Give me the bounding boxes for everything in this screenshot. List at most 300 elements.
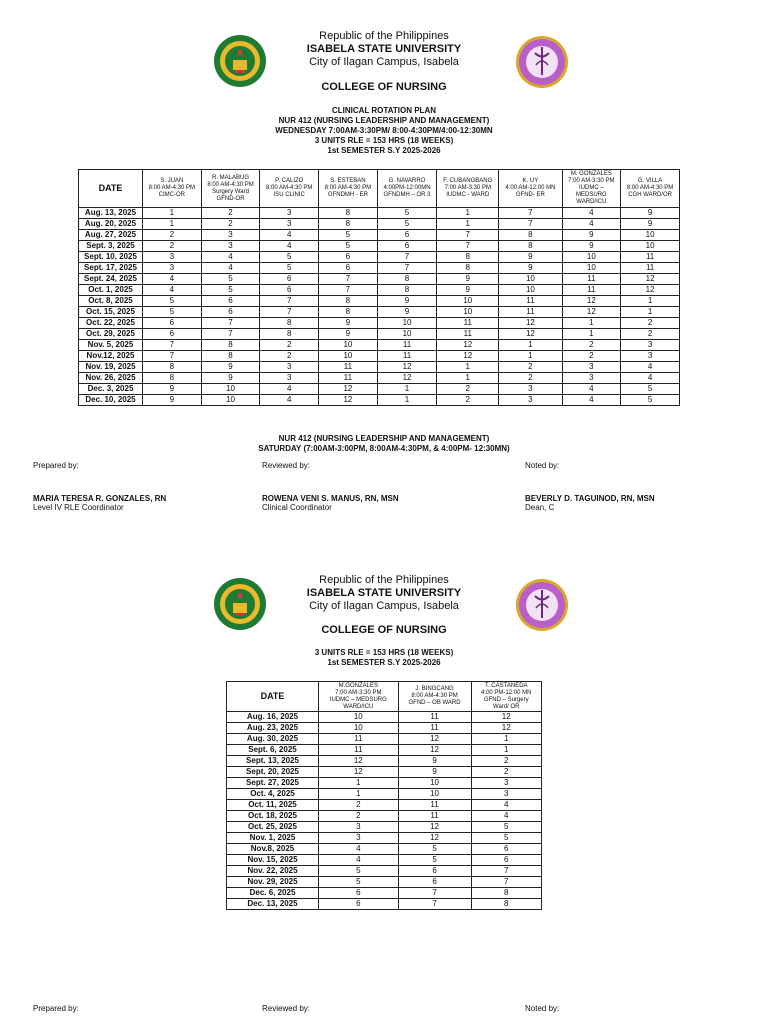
group-number-cell: 2 [562, 340, 621, 351]
college-title: COLLEGE OF NURSING [321, 81, 447, 93]
group-number-cell: 8 [499, 230, 562, 241]
group-number-cell: 8 [437, 263, 499, 274]
college-title: COLLEGE OF NURSING [321, 624, 447, 636]
group-number-cell: 7 [471, 866, 542, 877]
group-number-cell: 12 [499, 329, 562, 340]
date-cell: Aug. 23, 2025 [227, 723, 319, 734]
group-number-cell: 7 [499, 208, 562, 219]
prepared-by-label: Prepared by: [33, 1004, 79, 1013]
noted-by-label: Noted by: [525, 461, 560, 470]
group-number-cell: 12 [437, 351, 499, 362]
group-number-cell: 10 [499, 285, 562, 296]
table-row [79, 241, 680, 252]
group-number-cell: 4 [562, 395, 621, 406]
group-number-cell: 2 [437, 384, 499, 395]
group-number-cell: 6 [471, 855, 542, 866]
date-cell: Aug. 27, 2025 [79, 230, 143, 241]
group-number-cell: 2 [319, 811, 399, 822]
group-number-cell: 1 [562, 329, 621, 340]
noted-by-block [525, 494, 655, 512]
group-number-cell: 1 [471, 745, 542, 756]
group-number-cell: 1 [499, 340, 562, 351]
group-number-cell: 12 [398, 833, 471, 844]
group-number-cell: 4 [471, 811, 542, 822]
group-number-cell: 12 [319, 384, 378, 395]
column-header-line: P. CALIZO [275, 178, 304, 184]
date-cell: Nov. 5, 2025 [79, 340, 143, 351]
group-number-cell: 9 [377, 296, 437, 307]
units-line: 3 UNITS RLE = 153 HRS (18 WEEKS) [314, 648, 454, 657]
column-header-line: 8:00 AM-4:30 PM [324, 185, 372, 191]
noted-by-name: BEVERLY D. TAGUINOD, RN, MSN [525, 494, 655, 503]
group-number-cell: 5 [319, 241, 378, 252]
group-number-cell: 8 [471, 888, 542, 899]
group-number-cell: 6 [471, 844, 542, 855]
group-number-cell: 7 [201, 318, 260, 329]
column-header-line: 8:00 AM-4:30 PM [411, 693, 458, 699]
column-header-line: 4:00 PM-12:00 MN [481, 689, 532, 696]
group-number-cell: 12 [499, 318, 562, 329]
table-row [79, 296, 680, 307]
column-header-line: GFND-OR [216, 195, 245, 202]
group-number-cell: 10 [319, 340, 378, 351]
date-cell: Dec. 13, 2025 [227, 899, 319, 910]
group-number-cell: 5 [319, 230, 378, 241]
group-number-cell: 5 [398, 855, 471, 866]
column-header-line: F. CUBANGBANG [443, 178, 493, 184]
group-number-cell: 7 [377, 252, 437, 263]
group-number-cell: 8 [499, 241, 562, 252]
group-number-cell: 4 [621, 373, 680, 384]
group-number-cell: 5 [471, 822, 542, 833]
group-number-cell: 2 [499, 373, 562, 384]
table-row [227, 877, 542, 888]
university-name: ISABELA STATE UNIVERSITY [306, 587, 462, 599]
table-row [79, 318, 680, 329]
instructor-column-header [471, 682, 542, 712]
prepared-by-name: MARIA TERESA R. GONZALES, RN [33, 494, 167, 503]
column-header-line: J. BINGCANG [415, 686, 454, 692]
date-column-header: DATE [227, 682, 319, 712]
group-number-cell: 5 [319, 877, 399, 888]
saturday-course-line: NUR 412 (NURSING LEADERSHIP AND MANAGEMENT) [278, 434, 490, 443]
table-row [227, 888, 542, 899]
plan2-subheading [0, 648, 768, 668]
date-cell: Dec. 10, 2025 [79, 395, 143, 406]
group-number-cell: 6 [398, 866, 471, 877]
group-number-cell: 12 [471, 723, 542, 734]
date-cell: Nov. 1, 2025 [227, 833, 319, 844]
table-row [79, 219, 680, 230]
group-number-cell: 6 [201, 296, 260, 307]
group-number-cell: 2 [471, 767, 542, 778]
table-row [227, 723, 542, 734]
group-number-cell: 7 [398, 899, 471, 910]
column-header-line: IUDMC – MEDSURG [329, 696, 387, 703]
group-number-cell: 3 [499, 384, 562, 395]
group-number-cell: 4 [562, 208, 621, 219]
group-number-cell: 6 [319, 888, 399, 899]
group-number-cell: 10 [201, 384, 260, 395]
group-number-cell: 7 [398, 888, 471, 899]
group-number-cell: 10 [437, 307, 499, 318]
group-number-cell: 6 [143, 329, 202, 340]
group-number-cell: 12 [319, 756, 399, 767]
group-number-cell: 1 [319, 789, 399, 800]
group-number-cell: 11 [621, 252, 680, 263]
date-cell: Aug. 13, 2025 [79, 208, 143, 219]
column-header-line: S. JUAN [160, 178, 184, 184]
group-number-cell: 7 [319, 274, 378, 285]
group-number-cell: 1 [143, 219, 202, 230]
group-number-cell: 10 [437, 296, 499, 307]
group-number-cell: 11 [437, 318, 499, 329]
group-number-cell: 9 [398, 756, 471, 767]
group-number-cell: 2 [621, 318, 680, 329]
republic-line: Republic of the Philippines [319, 30, 449, 42]
group-number-cell: 6 [201, 307, 260, 318]
date-cell: Aug. 20, 2025 [79, 219, 143, 230]
group-number-cell: 3 [621, 351, 680, 362]
group-number-cell: 3 [201, 230, 260, 241]
column-header-line: R. MALABUG [212, 174, 250, 181]
date-cell: Oct. 29, 2025 [79, 329, 143, 340]
column-header-line: WARD/ICU [576, 199, 607, 205]
table-row [79, 329, 680, 340]
date-cell: Nov.12, 2025 [79, 351, 143, 362]
group-number-cell: 3 [562, 362, 621, 373]
date-cell: Sept. 13, 2025 [227, 756, 319, 767]
column-header-line: 8:00 AM-4:30 PM [148, 185, 196, 191]
group-number-cell: 5 [319, 866, 399, 877]
saturday-heading [0, 434, 768, 454]
column-header-line: M. GONZALES [570, 171, 612, 177]
group-number-cell: 1 [437, 362, 499, 373]
group-number-cell: 7 [201, 329, 260, 340]
column-header-line: GFND – Surgery [483, 696, 529, 703]
group-number-cell: 1 [143, 208, 202, 219]
table-row [227, 789, 542, 800]
group-number-cell: 12 [398, 822, 471, 833]
group-number-cell: 3 [260, 208, 319, 219]
group-number-cell: 7 [143, 340, 202, 351]
group-number-cell: 12 [621, 285, 680, 296]
group-number-cell: 5 [621, 384, 680, 395]
group-number-cell: 5 [377, 219, 437, 230]
column-header-line: GFNDMH – OR 3 [383, 192, 431, 198]
group-number-cell: 3 [260, 219, 319, 230]
group-number-cell: 4 [201, 252, 260, 263]
group-number-cell: 1 [319, 778, 399, 789]
group-number-cell: 6 [377, 230, 437, 241]
date-cell: Oct. 18, 2025 [227, 811, 319, 822]
saturday-schedule-line: SATURDAY (7:00AM-3:00PM, 8:00AM-4:30PM, & 4:00PM- 12:30MN) [258, 444, 510, 453]
column-header-line: Surgery Ward [212, 188, 249, 195]
group-number-cell: 9 [621, 219, 680, 230]
campus-line: City of Ilagan Campus, Isabela [309, 600, 459, 612]
group-number-cell: 7 [499, 219, 562, 230]
group-number-cell: 4 [319, 844, 399, 855]
group-number-cell: 12 [319, 767, 399, 778]
group-number-cell: 10 [398, 778, 471, 789]
table-row [79, 307, 680, 318]
instructor-column-header [319, 682, 399, 712]
group-number-cell: 12 [398, 745, 471, 756]
table-row [79, 263, 680, 274]
date-cell: Nov. 22, 2025 [227, 866, 319, 877]
rotation-table-wednesday [78, 169, 680, 406]
column-header-line: G. VILLA [637, 178, 663, 184]
column-header-line: GFND- ER [515, 192, 545, 198]
group-number-cell: 8 [201, 351, 260, 362]
column-header-line: Ward/ OR [493, 703, 520, 710]
date-column-header: DATE [79, 170, 143, 208]
column-header-line: G. NAVARRO [388, 178, 426, 184]
group-number-cell: 10 [377, 329, 437, 340]
column-header-line: 7:00 AM-3:30 PM [568, 178, 615, 184]
group-number-cell: 6 [260, 285, 319, 296]
reviewed-by-block [262, 494, 399, 512]
group-number-cell: 9 [437, 274, 499, 285]
group-number-cell: 8 [377, 285, 437, 296]
column-header-line: 4:00PM-12:00MN [383, 185, 431, 191]
group-number-cell: 4 [471, 800, 542, 811]
group-number-cell: 5 [398, 844, 471, 855]
table-row [227, 800, 542, 811]
noted-by-label: Noted by: [525, 1004, 560, 1013]
table-row [79, 395, 680, 406]
group-number-cell: 12 [562, 307, 621, 318]
group-number-cell: 11 [319, 734, 399, 745]
group-number-cell: 5 [621, 395, 680, 406]
date-cell: Sept. 10, 2025 [79, 252, 143, 263]
instructor-column-header [201, 170, 260, 208]
prepared-by-title: Level IV RLE Coordinator [33, 503, 124, 512]
group-number-cell: 8 [201, 340, 260, 351]
table-row [227, 822, 542, 833]
table-row [79, 340, 680, 351]
table-row [227, 778, 542, 789]
table-row [227, 756, 542, 767]
group-number-cell: 3 [499, 395, 562, 406]
column-header-line: GFND – OB WARD [408, 700, 461, 706]
group-number-cell: 6 [319, 263, 378, 274]
column-header-line: MEDSURG [576, 192, 607, 198]
group-number-cell: 6 [319, 252, 378, 263]
group-number-cell: 4 [260, 395, 319, 406]
noted-by-title: Dean, C [525, 503, 555, 512]
group-number-cell: 8 [260, 329, 319, 340]
date-cell: Oct. 11, 2025 [227, 800, 319, 811]
group-number-cell: 11 [499, 296, 562, 307]
date-cell: Sept. 27, 2025 [227, 778, 319, 789]
group-number-cell: 1 [562, 318, 621, 329]
group-number-cell: 6 [377, 241, 437, 252]
group-number-cell: 2 [621, 329, 680, 340]
group-number-cell: 10 [499, 274, 562, 285]
group-number-cell: 5 [201, 285, 260, 296]
group-number-cell: 11 [319, 373, 378, 384]
group-number-cell: 10 [621, 230, 680, 241]
table-row [79, 285, 680, 296]
column-header-line: 8:00 AM-4:30 PM [207, 181, 254, 188]
group-number-cell: 1 [621, 296, 680, 307]
group-number-cell: 7 [437, 241, 499, 252]
date-cell: Nov.8, 2025 [227, 844, 319, 855]
group-number-cell: 9 [201, 362, 260, 373]
group-number-cell: 11 [398, 723, 471, 734]
table-row [79, 362, 680, 373]
group-number-cell: 5 [471, 833, 542, 844]
group-number-cell: 11 [377, 351, 437, 362]
table-row [227, 734, 542, 745]
group-number-cell: 3 [143, 252, 202, 263]
group-number-cell: 8 [319, 219, 378, 230]
date-cell: Sept. 3, 2025 [79, 241, 143, 252]
group-number-cell: 4 [621, 362, 680, 373]
group-number-cell: 11 [562, 274, 621, 285]
prepared-by-label: Prepared by: [33, 461, 79, 470]
column-header-line: CIMC-OR [158, 192, 186, 198]
table-row [227, 899, 542, 910]
group-number-cell: 8 [319, 296, 378, 307]
group-number-cell: 5 [260, 252, 319, 263]
group-number-cell: 1 [437, 373, 499, 384]
group-number-cell: 9 [562, 241, 621, 252]
group-number-cell: 12 [562, 296, 621, 307]
column-header-line: IUDMC - WARD [446, 192, 490, 198]
group-number-cell: 4 [319, 855, 399, 866]
group-number-cell: 2 [260, 351, 319, 362]
group-number-cell: 2 [143, 230, 202, 241]
group-number-cell: 10 [319, 723, 399, 734]
group-number-cell: 10 [319, 351, 378, 362]
table-row [227, 811, 542, 822]
column-header-line: 7:00 AM-3:30 PM [335, 689, 382, 696]
date-cell: Nov. 29, 2025 [227, 877, 319, 888]
plan-subheading [0, 106, 768, 156]
table-row [79, 252, 680, 263]
group-number-cell: 5 [260, 263, 319, 274]
university-name: ISABELA STATE UNIVERSITY [306, 43, 462, 55]
semester-line: 1st SEMESTER S.Y 2025-2026 [327, 658, 441, 667]
instructor-column-header [377, 170, 437, 208]
group-number-cell: 4 [260, 230, 319, 241]
date-cell: Oct. 4, 2025 [227, 789, 319, 800]
group-number-cell: 8 [377, 274, 437, 285]
group-number-cell: 4 [260, 241, 319, 252]
reviewed-by-title: Clinical Coordinator [262, 503, 332, 512]
date-cell: Oct. 8, 2025 [79, 296, 143, 307]
column-header-line: S. ESTEBAN [330, 178, 366, 184]
group-number-cell: 8 [319, 307, 378, 318]
column-header-line: IUDMC – [579, 185, 604, 191]
group-number-cell: 4 [201, 263, 260, 274]
group-number-cell: 10 [201, 395, 260, 406]
group-number-cell: 1 [437, 219, 499, 230]
table-row [79, 230, 680, 241]
instructor-column-header [398, 682, 471, 712]
table-row [79, 351, 680, 362]
date-cell: Aug. 30, 2025 [227, 734, 319, 745]
group-number-cell: 8 [437, 252, 499, 263]
reviewed-by-name: ROWENA VENI S. MANUS, RN, MSN [262, 494, 399, 503]
group-number-cell: 9 [143, 384, 202, 395]
group-number-cell: 1 [621, 307, 680, 318]
group-number-cell: 1 [377, 384, 437, 395]
group-number-cell: 7 [260, 296, 319, 307]
group-number-cell: 10 [562, 263, 621, 274]
group-number-cell: 3 [471, 789, 542, 800]
group-number-cell: 3 [260, 362, 319, 373]
table-row [79, 373, 680, 384]
group-number-cell: 2 [143, 241, 202, 252]
group-number-cell: 9 [201, 373, 260, 384]
instructor-column-header [621, 170, 680, 208]
group-number-cell: 2 [471, 756, 542, 767]
group-number-cell: 11 [398, 712, 471, 723]
column-header-line: 7:00 AM-3:30 PM [444, 185, 491, 191]
group-number-cell: 10 [319, 712, 399, 723]
group-number-cell: 2 [562, 351, 621, 362]
column-header-line: T. CASTANEDA [484, 682, 528, 689]
group-number-cell: 2 [319, 800, 399, 811]
column-header-line: CGH WARD/OR [628, 192, 672, 198]
date-cell: Dec. 6, 2025 [227, 888, 319, 899]
group-number-cell: 2 [201, 208, 260, 219]
table-row [227, 833, 542, 844]
table-row [79, 384, 680, 395]
group-number-cell: 12 [319, 395, 378, 406]
group-number-cell: 3 [143, 263, 202, 274]
date-cell: Sept. 20, 2025 [227, 767, 319, 778]
group-number-cell: 4 [562, 384, 621, 395]
group-number-cell: 6 [260, 274, 319, 285]
instructor-column-header [499, 170, 562, 208]
group-number-cell: 11 [398, 800, 471, 811]
date-cell: Oct. 1, 2025 [79, 285, 143, 296]
column-header-line: 8:00 AM-4:30 PM [626, 185, 674, 191]
group-number-cell: 8 [143, 362, 202, 373]
group-number-cell: 10 [621, 241, 680, 252]
group-number-cell: 9 [621, 208, 680, 219]
group-number-cell: 9 [499, 252, 562, 263]
group-number-cell: 5 [143, 296, 202, 307]
group-number-cell: 3 [201, 241, 260, 252]
group-number-cell: 11 [437, 329, 499, 340]
group-number-cell: 6 [143, 318, 202, 329]
group-number-cell: 9 [437, 285, 499, 296]
group-number-cell: 1 [377, 395, 437, 406]
group-number-cell: 10 [398, 789, 471, 800]
group-number-cell: 12 [377, 362, 437, 373]
group-number-cell: 12 [377, 373, 437, 384]
prepared-by-block [33, 494, 166, 512]
plan-title: CLINICAL ROTATION PLAN [332, 106, 436, 115]
group-number-cell: 9 [398, 767, 471, 778]
group-number-cell: 8 [260, 318, 319, 329]
instructor-column-header [319, 170, 378, 208]
instructor-column-header [143, 170, 202, 208]
date-cell: Oct. 25, 2025 [227, 822, 319, 833]
group-number-cell: 2 [260, 340, 319, 351]
group-number-cell: 11 [319, 362, 378, 373]
group-number-cell: 12 [471, 712, 542, 723]
group-number-cell: 2 [499, 362, 562, 373]
column-header-line: 4:00 AM-12:00 MN [505, 185, 556, 191]
group-number-cell: 1 [437, 208, 499, 219]
group-number-cell: 4 [260, 384, 319, 395]
